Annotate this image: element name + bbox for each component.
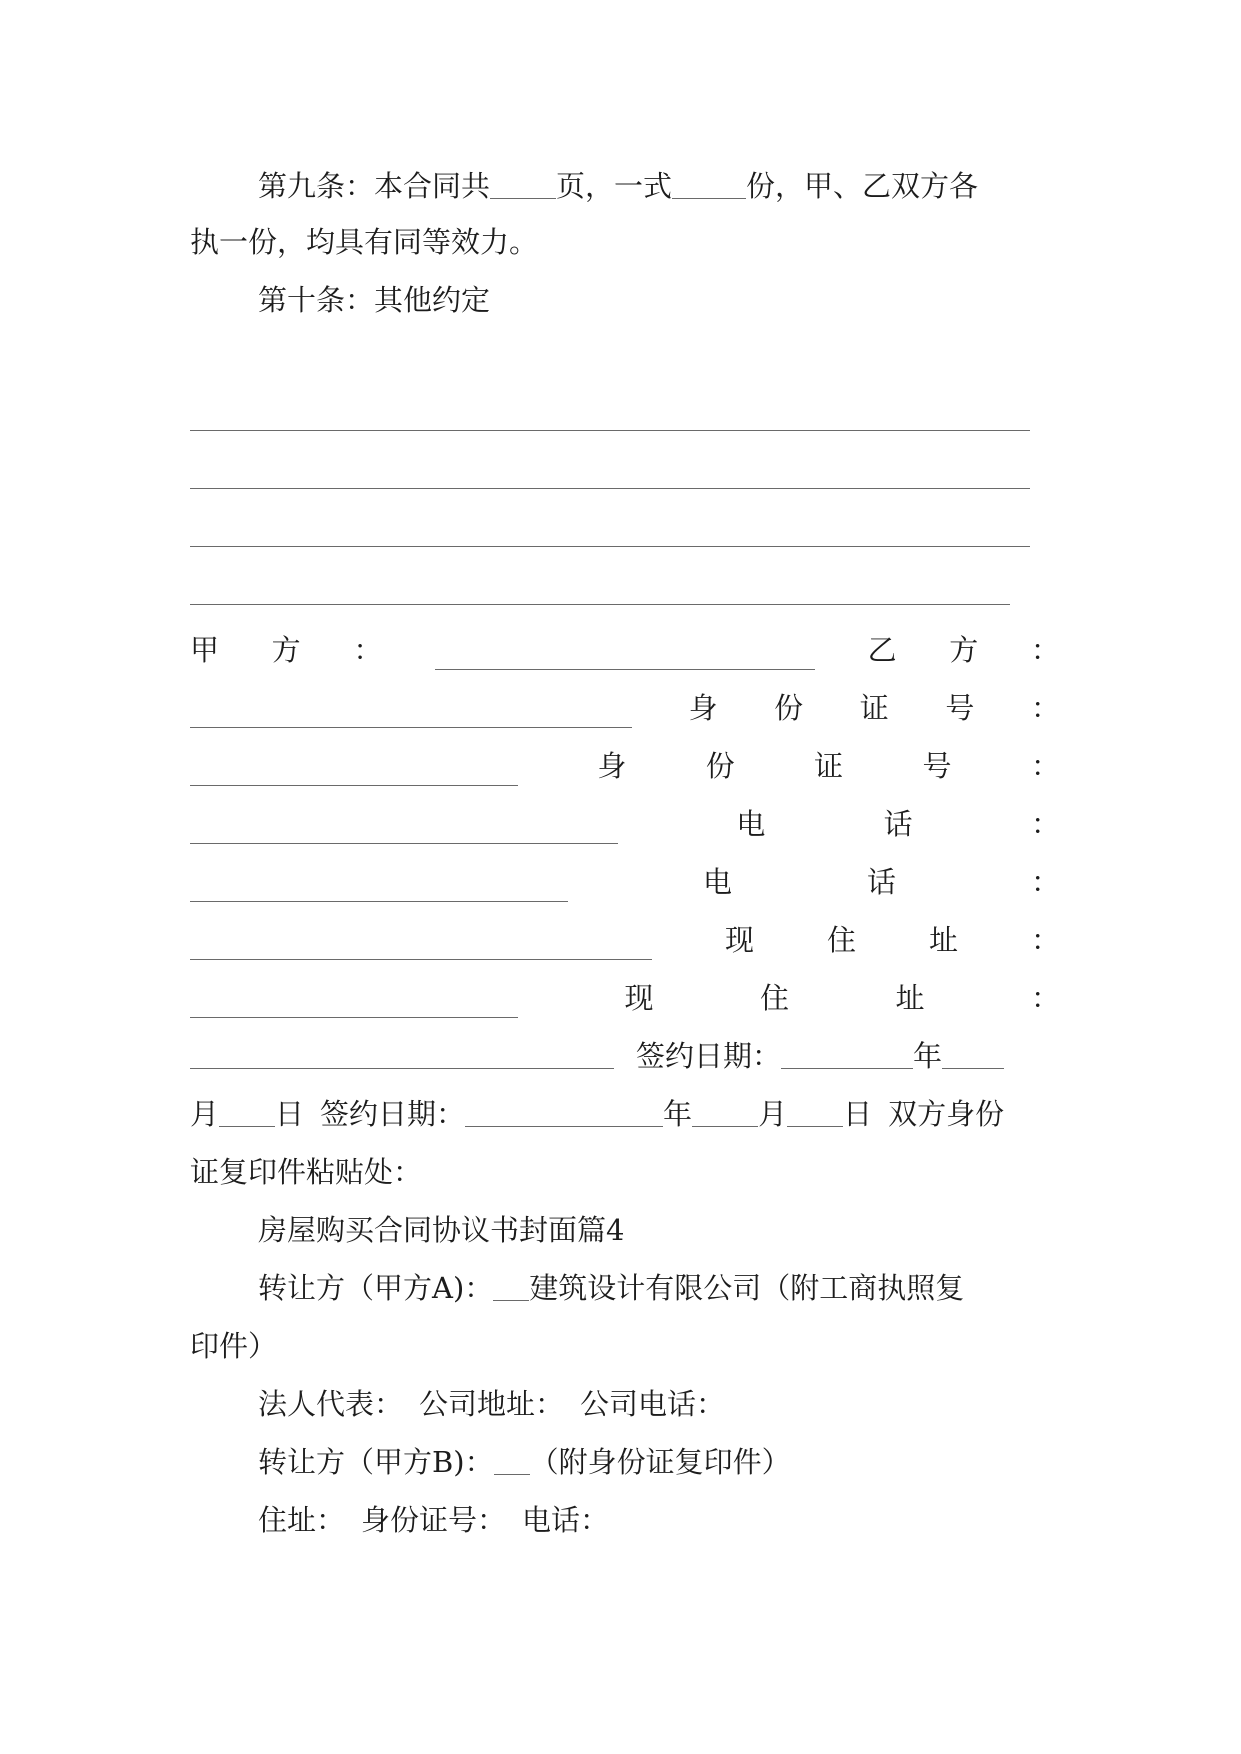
addr-a-blank <box>190 1068 614 1069</box>
party-a-colon: ： <box>353 633 383 667</box>
year-blank-a <box>781 1068 913 1069</box>
signature-row-3 <box>190 746 1060 786</box>
id-b-char-2: 份 <box>774 691 804 725</box>
article-9-text-b: 页，一式 <box>556 169 673 203</box>
phone-b-char-2: 话 <box>883 807 913 841</box>
transferor-a-company: 建筑设计有限公司（附工商执照复 <box>529 1271 965 1305</box>
section-heading: 房屋购买合同协议书封面篇4 <box>258 1213 625 1247</box>
signature-row-5 <box>190 862 1060 902</box>
signature-row-7 <box>190 978 1060 1018</box>
transferor-a-line-2: 印件） <box>190 1329 278 1363</box>
copies-blank <box>672 198 746 199</box>
company-address-label: 公司地址： <box>419 1387 565 1421</box>
signature-row-2 <box>190 688 1060 728</box>
signature-row-4 <box>190 804 1060 844</box>
blank-rule-4 <box>190 604 1010 605</box>
phone-b-colon: ： <box>1030 807 1060 841</box>
id-b-char-3: 证 <box>859 691 889 725</box>
party-b-blank <box>190 727 632 728</box>
addr-b-char-3: 址 <box>928 923 958 957</box>
addr-b-char-2: 住 <box>826 923 856 957</box>
id-a-blank <box>190 843 618 844</box>
month-label-a: 月 <box>190 1097 220 1131</box>
id-b-char-1: 身 <box>688 691 718 725</box>
month-label-b: 月 <box>758 1097 788 1131</box>
party-b-char-1: 乙 <box>867 633 897 667</box>
addr-b-char-1: 现 <box>724 923 754 957</box>
blank-rule-1 <box>190 430 1030 431</box>
blank-rule-2 <box>190 488 1030 489</box>
sign-date-label-a: 签约日期： <box>636 1039 782 1073</box>
blank-rule-3 <box>190 546 1030 547</box>
article-9-text-c: 份，甲、乙双方各 <box>746 169 979 203</box>
addr-a-char-2: 住 <box>759 981 789 1015</box>
day-blank-b <box>787 1126 843 1127</box>
year-label-a: 年 <box>913 1039 943 1073</box>
party-b-char-2: 方 <box>949 633 979 667</box>
article-10-title: 第十条：其他约定 <box>258 283 491 317</box>
id-a-colon: ： <box>1030 749 1060 783</box>
addr-a-char-1: 现 <box>624 981 654 1015</box>
year-label-b: 年 <box>663 1097 693 1131</box>
signature-row-8 <box>190 1036 1060 1076</box>
transferor-b-line <box>258 1442 1060 1482</box>
pages-blank <box>490 198 556 199</box>
month-blank-b <box>692 1126 758 1127</box>
phone-b-char-1: 电 <box>736 807 766 841</box>
sign-date-label-b: 签约日期： <box>320 1097 466 1131</box>
article-9-line-2: 执一份，均具有同等效力。 <box>190 225 539 259</box>
day-label-b: 日 <box>843 1097 873 1131</box>
phone-b-blank <box>190 901 568 902</box>
id-a-char-4: 号 <box>922 749 952 783</box>
addr-b-blank <box>190 1017 518 1018</box>
id-a-char-1: 身 <box>597 749 627 783</box>
phone-a-char-1: 电 <box>702 865 732 899</box>
article-9-text-a: 第九条：本合同共 <box>258 169 491 203</box>
phone-label: 电话： <box>522 1503 610 1537</box>
id-copy-label-start: 双方身份 <box>888 1097 1005 1131</box>
party-a-char-1: 甲 <box>190 633 220 667</box>
phone-a-char-2: 话 <box>866 865 896 899</box>
party-a-char-2: 方 <box>271 633 301 667</box>
party-a-blank <box>435 669 815 670</box>
transferor-a-line <box>258 1268 1060 1308</box>
company-info-line <box>258 1384 1060 1424</box>
id-b-colon: ： <box>1030 691 1060 725</box>
article-9-line-1 <box>258 166 1060 206</box>
legal-rep-label: 法人代表： <box>258 1387 404 1421</box>
day-blank-a <box>219 1126 275 1127</box>
id-b-char-4: 号 <box>945 691 975 725</box>
addr-b-colon: ： <box>1030 923 1060 957</box>
signature-row-6 <box>190 920 1060 960</box>
party-b-colon: ： <box>1030 633 1060 667</box>
transferor-a-label: 转让方（甲方A)： <box>258 1271 494 1305</box>
id-a-char-3: 证 <box>814 749 844 783</box>
signature-row-9 <box>190 1094 1060 1134</box>
transferor-b-note: （附身份证复印件） <box>529 1445 791 1479</box>
address-label: 住址： <box>258 1503 346 1537</box>
id-number-label: 身份证号： <box>361 1503 507 1537</box>
month-blank-a <box>942 1068 1004 1069</box>
id-a-char-2: 份 <box>705 749 735 783</box>
phone-a-blank <box>190 959 652 960</box>
year-blank-b <box>465 1126 663 1127</box>
id-b-blank <box>190 785 518 786</box>
addr-a-char-3: 址 <box>895 981 925 1015</box>
day-label-a: 日 <box>275 1097 305 1131</box>
personal-info-line <box>258 1500 1060 1540</box>
addr-a-colon: ： <box>1030 981 1060 1015</box>
id-copy-label: 证复印件粘贴处： <box>190 1155 423 1189</box>
transferor-a-blank <box>493 1300 529 1301</box>
transferor-b-label: 转让方（甲方B)： <box>258 1445 494 1479</box>
company-phone-label: 公司电话： <box>580 1387 726 1421</box>
phone-a-colon: ： <box>1030 865 1060 899</box>
signature-row-1 <box>190 630 1060 670</box>
transferor-b-blank <box>494 1474 530 1475</box>
